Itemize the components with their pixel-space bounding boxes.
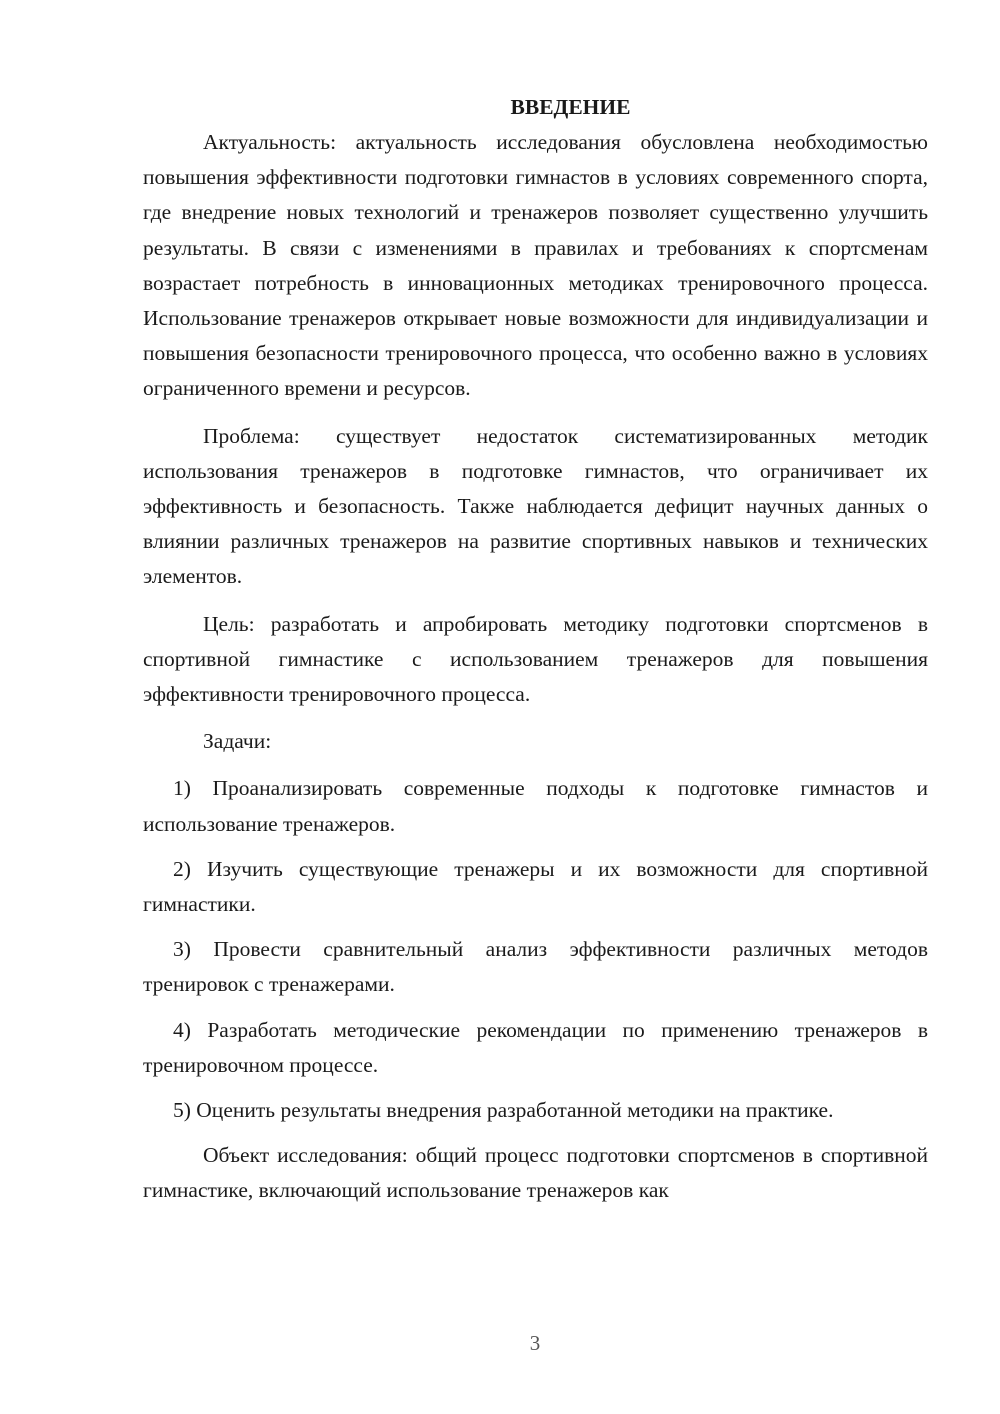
page-title: ВВЕДЕНИЕ [510, 95, 631, 119]
task-item: 4) Разработать методические рекомендации по применению тренажеров в тренировочном процессе. [143, 1017, 928, 1077]
task-item: 2) Изучить существующие тренажеры и их возможности для спортивной гимнастики. [143, 856, 928, 917]
paragraph-goal: Цель: разработать и апробировать методику подготовки спортсменов в спортивной гимнастике с использованием тренажеров для повышения эффективности тренировочного процесса. [143, 611, 928, 707]
task-item: 5) Оценить результаты внедрения разработанной методики на практике. [173, 1098, 834, 1123]
task-item: 1) Проанализировать современные подходы к подготовке гимнастов и использование тренажеров. [143, 776, 928, 836]
tasks-heading: Задачи: [203, 729, 272, 754]
task-item: 3) Провести сравнительный анализ эффективности различных методов тренировок с тренажерами. [143, 937, 928, 997]
document-page [143, 90, 928, 1221]
paragraph-problem: Проблема: существует недостаток систематизированных методик использования тренажеров в подготовке гимнастов, что ограничивает их эффективность и безопасность. Также наблюдается дефицит научных данных о влиянии различных тренажеров на развитие спортивных навыков и технических элементов. [143, 423, 928, 589]
paragraph-object: Объект исследования: общий процесс подготовки спортсменов в спортивной гимнастике, включающий использование тренажеров как [143, 1143, 928, 1203]
page-number: 3 [529, 1331, 541, 1355]
paragraph-relevance: Актуальность: актуальность исследования обусловлена необходимостью повышения эффективности подготовки гимнастов в условиях современного спорта, где внедрение новых технологий и тренажеров позволяет существенно улучшить результаты. В связи с изменениями в правилах и требованиях к спортсменам возрастает потребность в инновационных методиках тренировочного процесса. Использование тренажеров открывает новые возможности для индивидуализации и повышения безопасности тренировочного процесса, что особенно важно в условиях ограниченного времени и ресурсов. [143, 130, 928, 401]
